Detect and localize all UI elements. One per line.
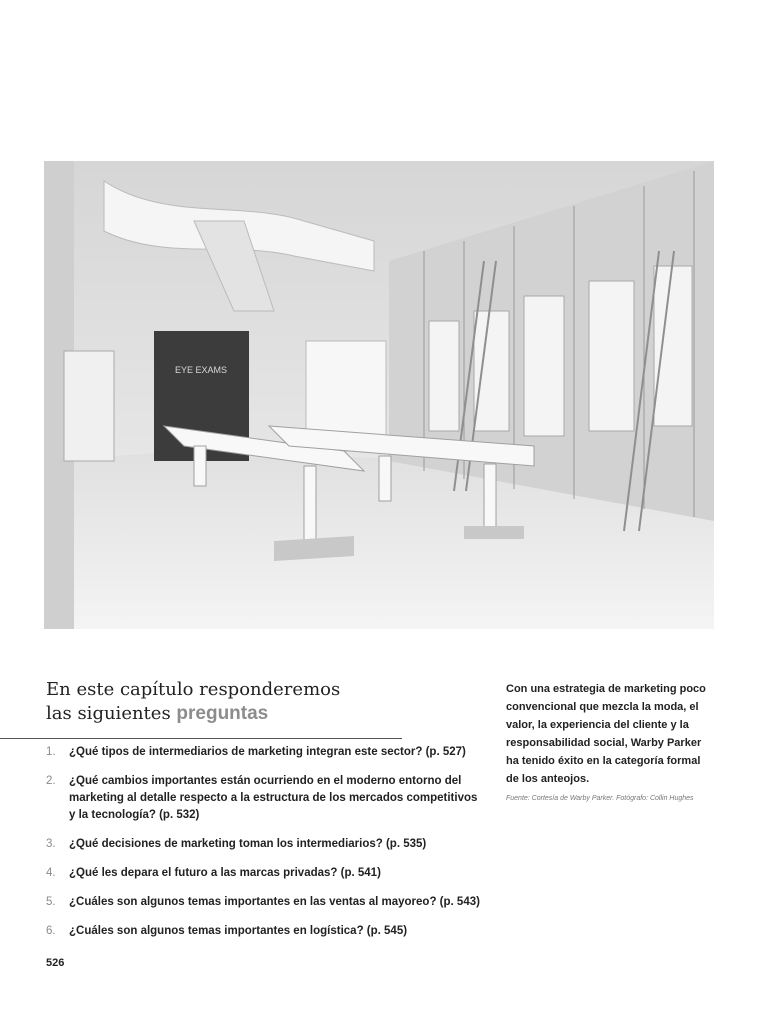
question-text: ¿Cuáles son algunos temas importantes en las ventas al mayoreo? (p. 543) [69,896,480,908]
question-number: 2. [46,775,56,787]
question-text: ¿Qué tipos de intermediarios de marketing integran este sector? (p. 527) [69,746,466,758]
question-item [46,923,486,940]
questions-heading [46,678,406,726]
photo-caption: Con una estrategia de marketing poco convencional que mezcla la moda, el valor, la experiencia del cliente y la responsabilidad social, Warby Parker ha tenido éxito en la categoría formal de los anteojos. [506,683,706,785]
question-text: ¿Cuáles son algunos temas importantes en logística? (p. 545) [69,925,408,937]
question-item [46,773,486,824]
question-number: 3. [46,838,56,850]
heading-highlight: preguntas [176,703,269,724]
heading-line-1: En este capítulo responderemos [46,679,341,700]
question-item [46,865,486,882]
question-text: ¿Qué les depara el futuro a las marcas privadas? (p. 541) [69,867,381,879]
question-text: ¿Qué cambios importantes están ocurriendo en el moderno entorno del marketing al detalle respecto a la estructura de los mercados competitivos y la tecnología? (p. 532) [69,775,478,821]
heading-divider [0,738,402,739]
question-item [46,744,486,761]
store-photo [44,161,714,629]
page-number: 526 [46,957,65,969]
question-item [46,836,486,853]
question-number: 4. [46,867,56,879]
heading-line-2-prefix: las siguientes [46,703,177,724]
question-item [46,894,486,911]
photo-credit: Fuente: Cortesía de Warby Parker. Fotógrafo: Collin Hughes [506,795,694,802]
heading-line-2 [46,702,406,726]
question-text: ¿Qué decisiones de marketing toman los intermediarios? (p. 535) [69,838,427,850]
store-interior-illustration [44,161,714,629]
question-list [46,744,486,952]
question-number: 5. [46,896,56,908]
eye-exam-sign: EYE EXAMS [174,365,228,375]
question-number: 1. [46,746,56,758]
question-number: 6. [46,925,56,937]
